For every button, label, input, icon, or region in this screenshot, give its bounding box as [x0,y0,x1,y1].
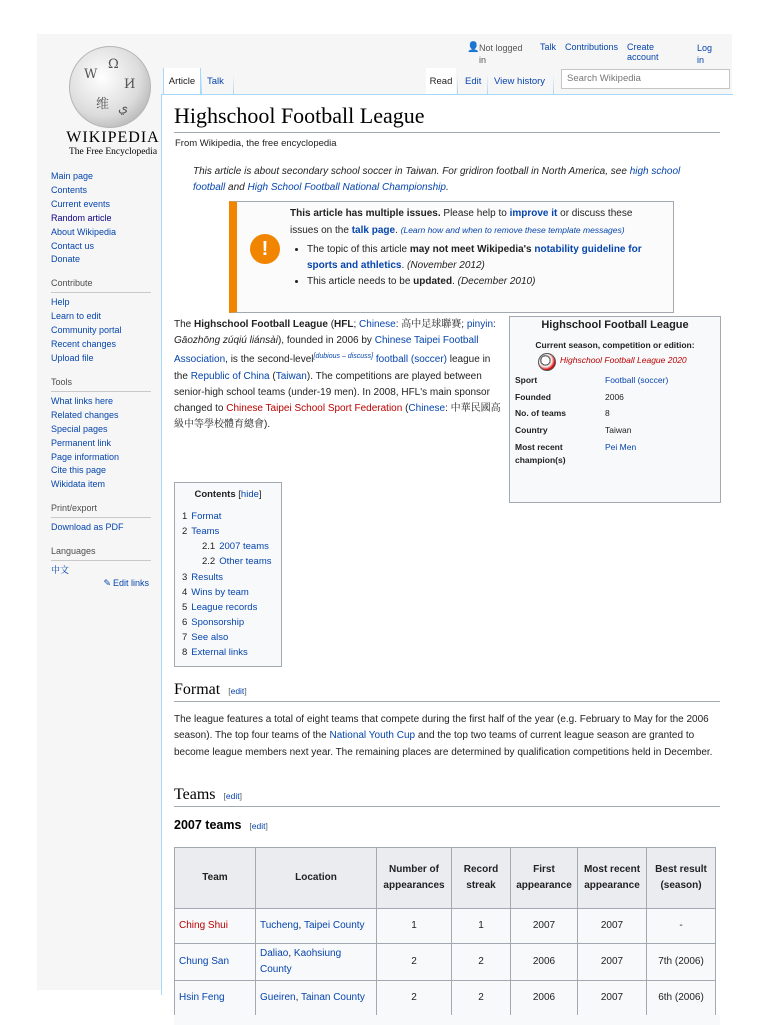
tab-view-history[interactable]: View history [494,76,546,87]
sidebar-heading-tools: Tools [51,376,151,392]
sidebar-heading-print: Print/export [51,502,151,518]
globe-icon: W Ω И 维 ي [69,46,151,128]
table-cell: 6th (2006) [647,981,716,1016]
learn-remove-link[interactable]: (Learn how and when to remove these template messages) [400,225,625,235]
infobox-current-link[interactable]: Highschool Football League 2020 [560,355,687,365]
column-header: Best result (season) [647,848,716,909]
tab-read[interactable]: Read [426,68,456,95]
infobox [509,316,721,503]
table-cell: 2006 [511,981,578,1016]
tab-separator [457,74,458,94]
page-frame [37,34,732,1003]
taiwan-link[interactable]: Taiwan [275,370,307,382]
issue-item: • This article needs to be updated. (December 2010) [307,274,660,290]
tab-separator [487,74,488,94]
personal-talk-link[interactable]: Talk [540,42,557,52]
table-cell: 2 [452,981,511,1016]
sidebar-item-current-events[interactable]: Current events [51,198,111,209]
sidebar-item-learn-to-edit[interactable]: Learn to edit [51,311,102,322]
chinese-link[interactable]: Chinese [359,319,396,330]
sidebar-item-page-information[interactable]: Page information [51,451,120,462]
roc-link[interactable]: Republic of China [190,370,270,382]
multiple-issues-box [229,201,674,313]
toc-entry[interactable]: 2.1 2007 teams [202,541,269,552]
user-icon: 👤 [467,42,480,53]
infobox-current-label: Current season, competition or edition: [535,340,695,350]
sidebar-item-permanent-link[interactable]: Permanent link [51,437,112,448]
pinyin-link[interactable]: pinyin [466,319,494,330]
infobox-label: Founded [515,392,551,402]
section-heading-teams: Teams [edit] [174,786,720,807]
toc-hide-toggle[interactable]: hide [240,489,259,500]
column-header: First appearance [511,848,578,909]
table-cell: 7th (2006) [647,944,716,981]
sidebar-navigation [51,170,161,267]
sidebar-item-cite-this-page[interactable]: Cite this page [51,465,107,476]
table-cell: 2006 [511,944,578,981]
toc-title: Contents [hide] [194,489,262,500]
tab-separator [233,74,234,94]
team-link[interactable]: Hsin Feng [179,992,225,1003]
toc-entry[interactable]: 3 Results [182,572,223,583]
infobox-label: Country [515,425,548,435]
sidebar-item-random-article[interactable]: Random article [51,212,112,223]
subsection-heading-2007-teams: 2007 teams [edit] [174,818,268,832]
sidebar-item-contents[interactable]: Contents [51,184,88,195]
table-of-contents [174,482,282,667]
sidebar-item-wikidata-item[interactable]: Wikidata item [51,479,106,490]
search-input[interactable]: Search Wikipedia [561,69,730,89]
toc-entry[interactable]: 6 Sponsorship [182,617,245,628]
toc-entry[interactable]: 4 Wins by team [182,587,249,598]
table-cell: 1 [377,909,452,944]
column-header: Team [175,848,256,909]
dubious-link[interactable]: [dubious – discuss] [313,353,374,361]
notability-link[interactable]: notability guideline for sports and athletics [307,244,642,271]
talk-page-link[interactable]: talk page [351,225,396,236]
toc-entry[interactable]: 1 Format [182,511,222,522]
location-link[interactable]: Daliao [260,948,289,959]
sidebar-item-special-pages[interactable]: Special pages [51,423,108,434]
tagline: The Free Encyclopedia [68,147,158,157]
infobox-label: Sport [515,375,538,385]
location-link[interactable]: Taipei County [303,920,365,931]
table-cell: 2007 [578,981,647,1016]
toc-entry[interactable]: 7 See also [182,632,229,643]
sidebar-heading-languages: Languages [51,545,151,561]
toc-entry[interactable]: 5 League records [182,602,258,613]
sidebar-item-help[interactable]: Help [51,297,70,308]
infobox-title: Highschool Football League [541,319,689,331]
sidebar-item-lang-zh[interactable]: 中文 [51,565,70,576]
infobox-value-sport[interactable]: Football (soccer) [605,375,669,385]
column-header: Location [256,848,377,909]
table-cell: 2 [452,944,511,981]
table-row: Chung San Daliao, Kaohsiung County 2 2 2006 2007 7th (2006) [175,944,716,981]
location-link[interactable]: Kaohsiung County [260,948,342,975]
table-cell: 2007 [578,944,647,981]
infobox-label: Most recent champion(s) [515,442,566,465]
location-link[interactable]: Tucheng [260,920,299,931]
toc-entry[interactable]: 2 Teams [182,526,220,537]
sidebar-item-community-portal[interactable]: Community portal [51,325,122,336]
table-header-row [175,848,716,909]
create-account-link[interactable]: Create account [627,42,659,62]
team-link[interactable]: Chung San [179,956,230,967]
tab-separator [201,74,202,94]
contributions-link[interactable]: Contributions [565,42,619,52]
wordmark: WIKIPEDIA [66,129,160,146]
table-cell: 2007 [511,909,578,944]
warning-icon: ! [250,234,280,264]
sidebar-item-what-links-here[interactable]: What links here [51,395,114,406]
table-row: Hsin Feng Gueiren, Tainan County 2 2 2006 2007 6th (2006) [175,981,716,1016]
sidebar-item-recent-changes[interactable]: Recent changes [51,339,117,350]
sidebar [51,167,161,589]
tab-separator [553,74,554,94]
team-link[interactable]: Ching Shui [179,920,228,931]
table-continuation [174,1015,720,1025]
issues-text: This article has multiple issues. Please help to improve it or discuss these issues on the talk page. (Learn how and when to remove these template messages) • The topic of this article may not meet Wikipedia's notability guideline for sports and athletics. (November 2012) • This article needs to be updated. (December 2010) [290,206,660,290]
football-link[interactable]: football (soccer) [375,354,447,366]
teams-table [174,847,716,1016]
lead-paragraph: The Highschool Football League (HFL; Chinese: 高中足球聯賽; pinyin: Gāozhōng zúqiú liánsài), founded in 2006 by Chinese Taipei Football Association, is the second-level[dubious – discuss] football (soccer) league in the Republic of China (Taiwan). The competitions are played between senior-high school teams (under-19 men). In 2008, HFL's main sponsor changed to Chinese Taipei School Sport Federation (Chinese: 中華民國高級中等學校體育總會). [174,319,501,431]
hatnote-link-national-championship[interactable]: High School Football National Championship [247,182,446,193]
sidebar-item-main-page[interactable]: Main page [51,171,94,181]
infobox-value: Taiwan [605,425,632,435]
tab-article[interactable]: Article [163,68,201,95]
infobox-value-champion[interactable]: Pei Men [605,442,637,452]
ctssf-link[interactable]: Chinese Taipei School Sport Federation [226,403,403,415]
format-paragraph: The league features a total of eight teams that compete during the first half of the year (e.g. February to May for the 2006 season). The top four teams of the National Youth Cup and the top two teams of current league season are granted to become league members next year. The remaining places are determined by qualification competitions held in December. [174,714,713,758]
location-link[interactable]: Tainan County [300,992,365,1003]
wikipedia-logo[interactable] [47,44,160,184]
edit-section-teams[interactable]: edit [225,791,240,801]
table-cell: 2 [377,944,452,981]
hatnote: This article is about secondary school soccer in Taiwan. For gridiron football in North America, see high school football and High School Football National Championship. [193,166,681,193]
sidebar-item-donate[interactable]: Donate [51,254,81,265]
football-icon [538,353,556,371]
table-cell: 1 [452,909,511,944]
sidebar-item-contact[interactable]: Contact us [51,240,95,251]
location-link[interactable]: Gueiren [260,992,296,1003]
section-heading-format: Format [edit] [174,681,720,702]
sidebar-heading-contribute: Contribute [51,277,151,293]
not-logged-in: Not logged in [479,43,523,65]
ctfa-link[interactable]: Chinese Taipei Football Association [174,335,479,366]
table-row: Ching Shui Tucheng, Taipei County 1 1 2007 2007 - [175,909,716,944]
edit-links-button[interactable]: ✎ Edit links [103,578,149,589]
table-cell: 2 [377,981,452,1016]
log-in-link[interactable]: Log in [697,43,713,65]
pencil-icon: ✎ [103,578,111,589]
column-header: Most recent appearance [578,848,647,909]
infobox-value: 2006 [605,392,624,402]
table-cell: - [647,909,716,944]
tab-edit[interactable]: Edit [465,76,482,87]
hatnote-link-high-school-football[interactable]: high school football [193,166,681,193]
issue-item: • The topic of this article may not meet Wikipedia's notability guideline for sports and athletics. (November 2012) [307,242,660,274]
sidebar-item-related-changes[interactable]: Related changes [51,409,119,420]
main-content [161,94,733,1003]
column-header: Number of appearances [377,848,452,909]
edit-section-format[interactable]: edit [230,686,245,696]
national-youth-cup-link[interactable]: National Youth Cup [329,730,416,742]
sidebar-item-upload-file[interactable]: Upload file [51,352,94,363]
column-header: Record streak [452,848,511,909]
infobox-value: 8 [605,408,610,418]
chinese-link-2[interactable]: Chinese [408,403,446,415]
page-title: Highschool Football League [174,103,720,133]
table-cell: 2007 [578,909,647,944]
improve-link[interactable]: improve it [509,208,558,219]
tab-talk[interactable]: Talk [207,76,224,87]
infobox-label: No. of teams [515,408,567,418]
edit-section-2007-teams[interactable]: edit [251,821,266,831]
toc-entry[interactable]: 8 External links [182,647,248,658]
site-sub: From Wikipedia, the free encyclopedia [175,138,337,149]
toc-entry[interactable]: 2.2 Other teams [202,556,272,567]
sidebar-item-download-pdf[interactable]: Download as PDF [51,522,124,533]
sidebar-item-about[interactable]: About Wikipedia [51,226,117,237]
